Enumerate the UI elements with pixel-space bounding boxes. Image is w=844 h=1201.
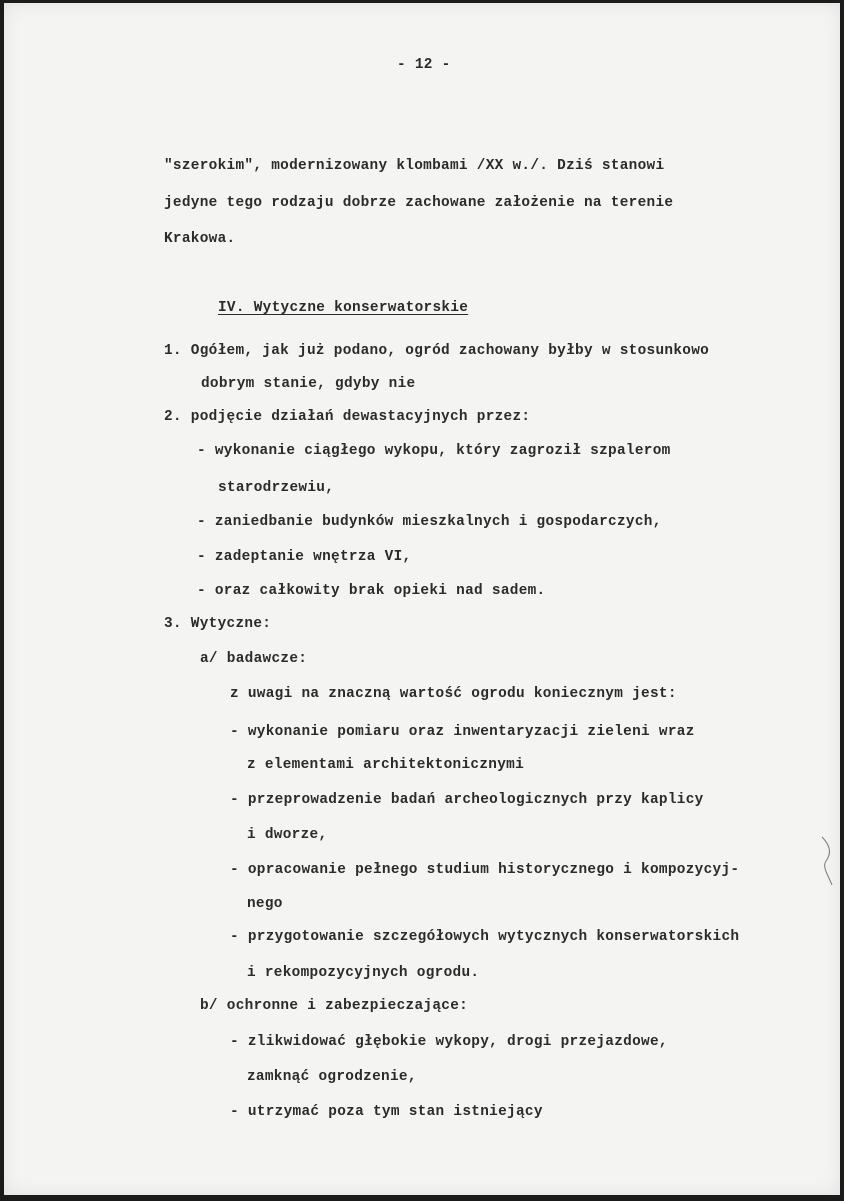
typewritten-page [4,3,840,1195]
list-item: - oraz całkowity brak opieki nad sadem. [197,583,546,599]
list-item-continuation: i dworze, [247,827,328,843]
paragraph-line: "szerokim", modernizowany klombami /XX w./. Dziś stanowi [164,158,665,174]
paragraph-line: Krakowa. [164,231,236,247]
list-item-continuation: i rekompozycyjnych ogrodu. [247,965,480,981]
list-item: - utrzymać poza tym stan istniejący [230,1104,543,1120]
list-item-continuation: starodrzewiu, [218,480,335,496]
list-item: a/ badawcze: [200,651,308,667]
list-item-continuation: dobrym stanie, gdyby nie [201,376,416,392]
list-item-continuation: nego [247,896,283,912]
list-item: - zaniedbanie budynków mieszkalnych i gospodarczych, [197,514,662,530]
list-item: - zlikwidować głębokie wykopy, drogi przejazdowe, [230,1034,668,1050]
list-item: 3. Wytyczne: [164,616,272,632]
section-heading: IV. Wytyczne konserwatorskie [218,300,469,316]
list-item: - zadeptanie wnętrza VI, [197,549,412,565]
page-number: - 12 - [397,57,451,73]
list-item: - opracowanie pełnego studium historycznego i kompozycyj- [230,862,740,878]
list-item: - przygotowanie szczegółowych wytycznych konserwatorskich [230,929,740,945]
list-item-continuation: zamknąć ogrodzenie, [247,1069,417,1085]
list-item: 2. podjęcie działań dewastacyjnych przez: [164,409,531,425]
list-item-continuation: z elementami architektonicznymi [247,757,525,773]
list-item: b/ ochronne i zabezpieczające: [200,998,469,1014]
list-item: 1. Ogółem, jak już podano, ogród zachowany byłby w stosunkowo [164,343,710,359]
list-item: - przeprowadzenie badań archeologicznych przy kaplicy [230,792,704,808]
paragraph-line: jedyne tego rodzaju dobrze zachowane założenie na terenie [164,195,674,211]
list-item: - wykonanie ciągłego wykopu, który zagroził szpalerom [197,443,671,459]
list-item: - wykonanie pomiaru oraz inwentaryzacji zieleni wraz [230,724,695,740]
list-item: z uwagi na znaczną wartość ogrodu koniecznym jest: [230,686,677,702]
margin-pencil-mark [816,835,836,893]
